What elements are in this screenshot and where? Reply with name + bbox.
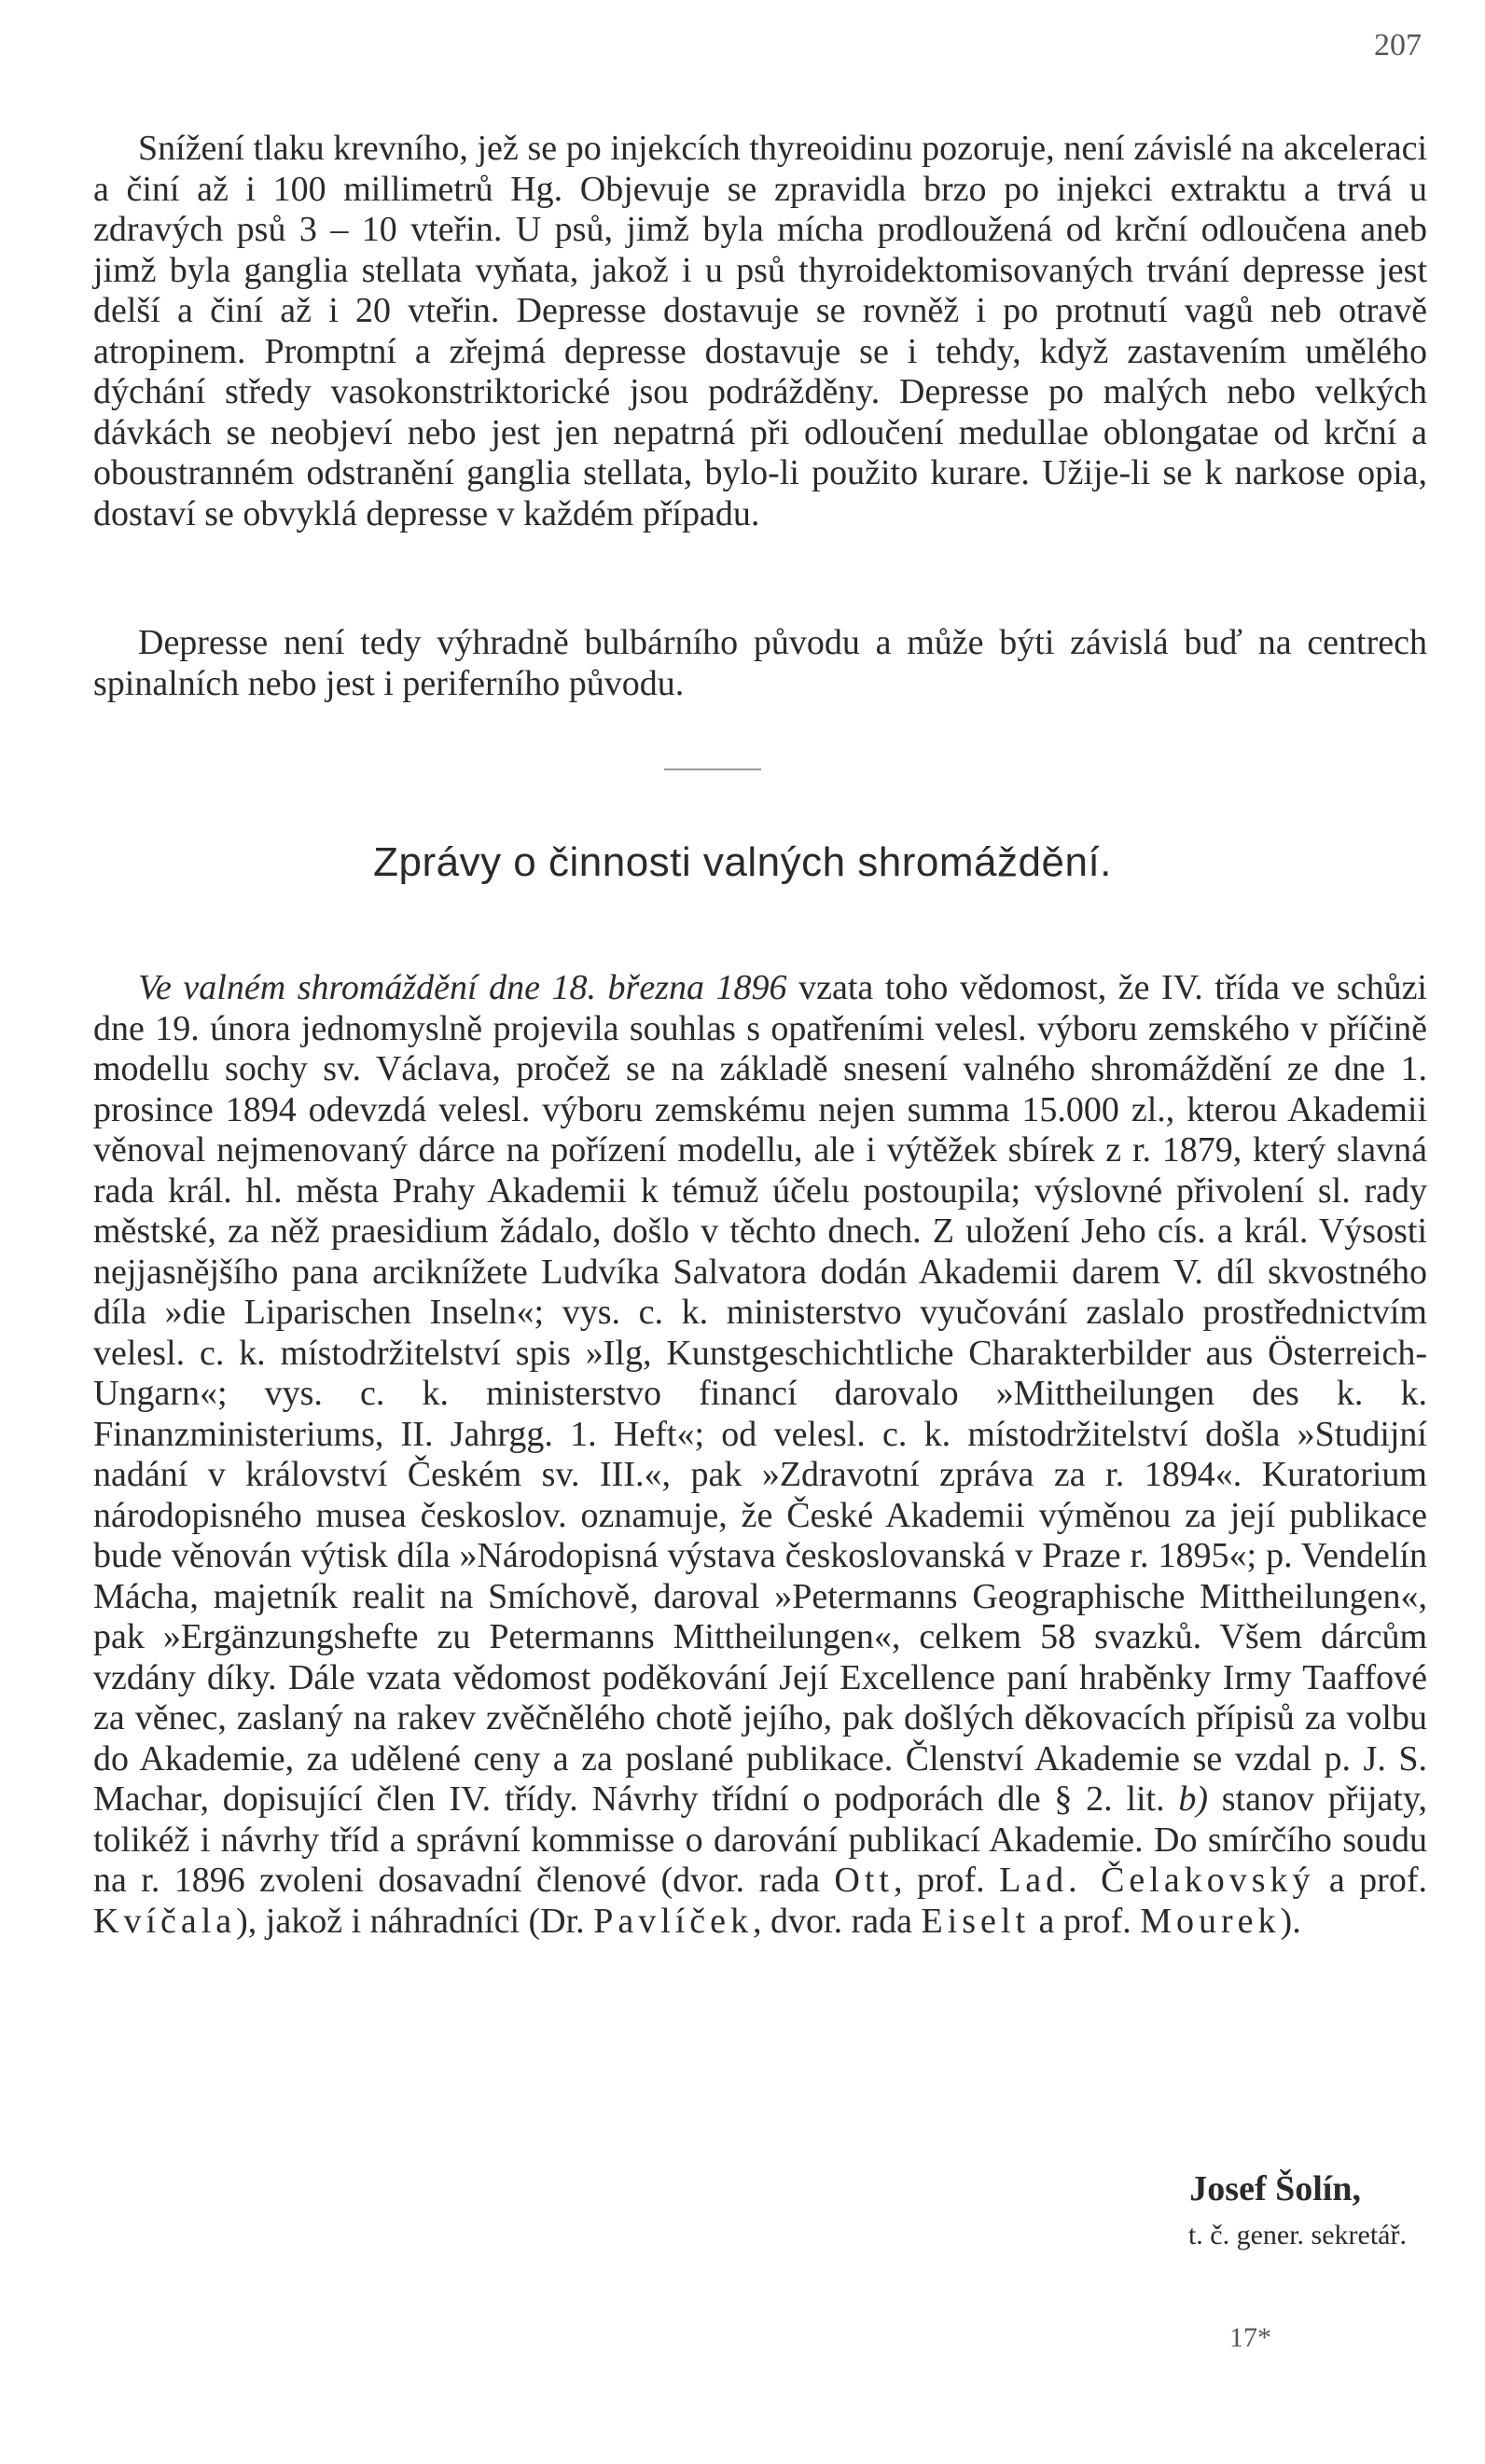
- report-text-7: a prof.: [1030, 1901, 1141, 1941]
- name-mourek: Mourek: [1140, 1901, 1281, 1941]
- report-text-8: ).: [1280, 1901, 1301, 1941]
- report-lit-b: b): [1178, 1779, 1209, 1819]
- intro-paragraph-1-text: Snížení tlaku krevního, jež se po injekcích thyreoidinu pozoruje, není závislé na akceleraci a činí až i 100 millimetrů Hg. Objevuje se zpravidla brzo po injekci extraktu a trvá u zdravých psů 3 – 10 vteřin. U psů, jimž byla mícha prodloužená od krční odloučena aneb jimž byla ganglia stellata vyňata, jakož i u psů thyroidektomisovaných trvání depresse jest delší a činí až i 20 vteřin. Depresse dostavuje se rovněž i po protnutí vagů neb otravě atropinem. Promptní a zřejmá depresse dostavuje se i tehdy, když zastavením umělého dýchání středy vasokonstriktorické jsou podrážděny. Depresse po malých nebo velkých dávkách se neobjeví nebo jest jen nepatrná při odloučení medullae oblongatae od krční a oboustranném odstranění ganglia stellata, bylo-li použito kurare. Užije-li se k narkose opia, dostaví se obvyklá depresse v každém případu.: [93, 129, 1427, 533]
- name-pavlicek: Pavlíček: [593, 1901, 754, 1941]
- signature-name: Josef Šolín,: [1189, 2169, 1361, 2208]
- report-lead-date: Ve valném shromáždění dne 18. března 1896: [138, 968, 787, 1007]
- intro-paragraph-1: [93, 129, 1427, 534]
- report-text-1: vzata toho vědomost, že IV. třída ve schůzi dne 19. února jednomyslně projevila souhlas s opatřeními velesl. výboru zemského v příčině modellu sochy sv. Václava, pročež se na základě snesení valného shromáždění ze dne 1. prosince 1894 odevzdá velesl. výboru zemskému nejen summa 15.000 zl., kterou Akademii věnoval nejmenovaný dárce na pořízení modellu, ale i výtěžek sbírek z r. 1879, který slavná rada král. hl. města Prahy Akademii k témuž účelu postoupila; výslovné přivolení sl. rady městské, za něž praesidium žádalo, došlo v těchto dnech. Z uložení Jeho cís. a král. Výsosti nejjasnějšího pana arciknížete Ludvíka Salvatora dodán Akademii darem V. díl skvostného díla »die Liparischen Inseln«; vys. c. k. ministerstvo vyučování zaslalo prostřednictvím velesl. c. k. místodržitelství spis »Ilg, Kunstgeschichtliche Charakterbilder aus Österreich-Ungarn«; vys. c. k. ministerstvo financí darovalo »Mittheilungen des k. k. Finanzministeriums, II. Jahrgg. 1. Heft«; od velesl. c. k. místodržitelství došla »Studijní nadání v království Českém sv. III.«, pak »Zdravotní zpráva za r. 1894«. Kuratorium národopisného musea českoslov. oznamuje, že České Akademii výměnou za její publikace bude věnován výtisk díla »Národopisná výstava českoslovanská v Praze r. 1895«; p. Vendelín Mácha, majetník realit na Smíchově, daroval »Petermanns Geographische Mittheilungen«, pak »Ergänzungshefte zu Petermanns Mittheilungen«, celkem 58 svazků. Všem dárcům vzdány díky. Dále vzata vědomost poděkování Její Excellence paní hraběnky Irmy Taaffové za věnec, zaslaný na rakev zvěčnělého chotě jejího, pak došlých děkovacích přípisů za volbu do Akademie, za udělené ceny a za poslané publikace. Členství Akademie se vzdal p. J. S. Machar, dopisující člen IV. třídy. Návrhy třídní o podporách dle § 2. lit.: [93, 968, 1427, 1819]
- name-ott: Ott: [834, 1861, 894, 1900]
- name-kvicala: Kvíčala: [93, 1901, 237, 1941]
- signature-title: t. č. gener. sekretář.: [1187, 2220, 1407, 2250]
- name-celakovsky: Lad. Čelakovský: [999, 1861, 1315, 1900]
- section-divider: [664, 768, 761, 770]
- name-eiselt: Eiselt: [921, 1901, 1031, 1941]
- sheet-signature-mark: 17*: [1229, 2322, 1271, 2353]
- page-number: 207: [1374, 28, 1422, 62]
- report-text-4: a prof.: [1314, 1861, 1427, 1900]
- intro-paragraph-2-text: Depresse není tedy výhradně bulbárního původu a může býti závislá buď na centrech spinalních nebo jest i periferního původu.: [93, 623, 1427, 703]
- report-text-3: , prof.: [893, 1861, 1000, 1900]
- report-text-5: ), jakož i náhradníci (Dr.: [236, 1901, 594, 1941]
- section-heading: Zprávy o činnosti valných shromáždění.: [373, 839, 1112, 885]
- report-paragraph-text: [93, 968, 1427, 1942]
- intro-paragraph-2: [93, 623, 1427, 704]
- report-paragraph: [93, 968, 1427, 1942]
- report-text-6: , dvor. rada: [753, 1901, 922, 1941]
- report-text-2: stanov přijaty, tolikéž i návrhy tříd a správní kommisse o darování publikací Akademie. Do smírčího soudu na r. 1896 zvoleni dosavadní členové (dvor. rada: [93, 1779, 1428, 1900]
